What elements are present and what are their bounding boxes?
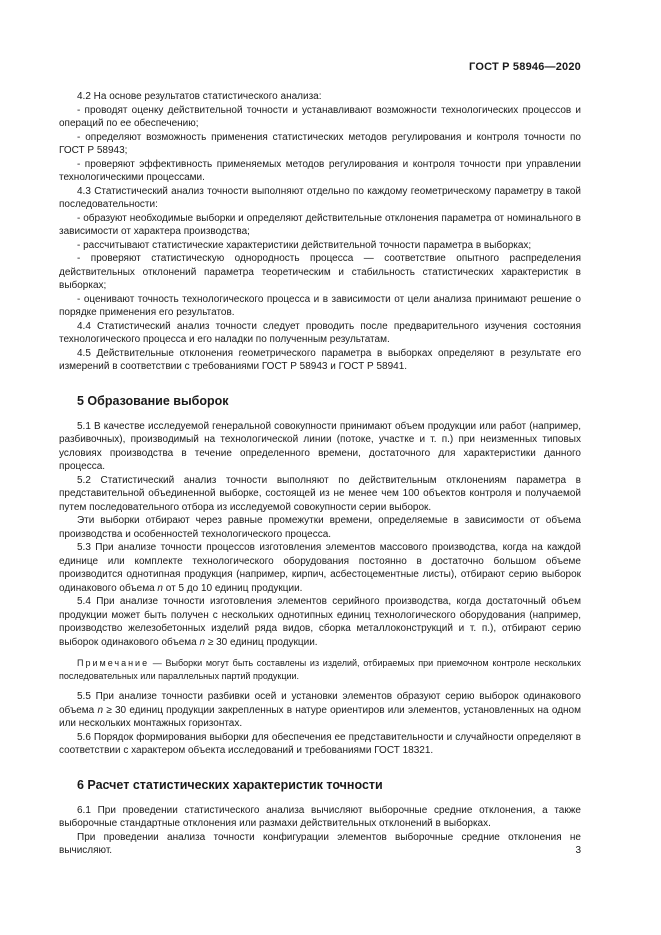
list-item: - рассчитывают статистические характеристики действительной точности параметра в выборках; xyxy=(77,239,532,251)
paragraph-5-4: 5.4 При анализе точности изготовления элементов серийного производства, когда достаточный объем продукции может быть получен с нескольких однотипных единиц технологического оборудования (например, производство железобетонных изделий ряда видов, сборка металлоконструкций и т. п.), отбирают серию выборок одинакового объема n ≥ 30 единиц продукции. xyxy=(59,596,581,648)
paragraph-5-6: 5.6 Порядок формирования выборки для обеспечения ее представительности и случайности определяют в соответствии с характером объекта исследований и требованиями ГОСТ 18321. xyxy=(59,731,581,756)
list-item: - определяют возможность применения статистических методов регулирования и контроля точности по ГОСТ Р 58943; xyxy=(59,131,581,156)
paragraph-5-2: 5.2 Статистический анализ точности выполняют по действительным отклонениям параметра в представительной объединенной выборке, состоящей из не менее чем 100 объектов контроля и получаемой путем последовательного отбора из исследуемой совокупности серии выборок. xyxy=(59,474,581,513)
paragraph-6-1: 6.1 При проведении статистического анализа вычисляют выборочные средние отклонения, а также выборочные стандартные отклонения или размахи действительных отклонений в выборках. xyxy=(59,804,581,829)
page-number: 3 xyxy=(575,845,581,856)
page-content xyxy=(59,90,581,858)
list-item: - образуют необходимые выборки и определяют действительные отклонения параметра от номинального в зависимости от характера производства; xyxy=(59,212,581,237)
list-item: - проверяют эффективность применяемых методов регулирования и контроля точности при управлении технологическими процессами. xyxy=(59,158,581,183)
list-item: - проводят оценку действительной точности и устанавливают возможности технологических процессов и операций по ее обеспечению; xyxy=(59,104,581,129)
standard-designation: ГОСТ Р 58946—2020 xyxy=(469,61,581,73)
note-label: Примечание xyxy=(77,658,150,668)
paragraph-5-2-cont: Эти выборки отбирают через равные промежутки времени, определяемые в зависимости от объема производства и особенностей технологического процесса. xyxy=(59,515,581,540)
note-text: — Выборки могут быть составлены из изделий, отбираемых при приемочном контроле нескольких последовательных или параллельных партий продукции. xyxy=(59,658,581,681)
paragraph-4-2: 4.2 На основе результатов статистического анализа: xyxy=(77,91,322,102)
paragraph-5-3: 5.3 При анализе точности процессов изготовления элементов массового производства, когда на каждой единице или комплекте технологического оборудования постоянно в достаточно большом объеме производится однотипная продукция (например, кирпич, асбестоцементные листы), отбирают серию выборок одинакового объема n от 5 до 10 единиц продукции. xyxy=(59,542,581,594)
list-item: - проверяют статистическую однородность процесса — соответствие опытного распределения действительных отклонений параметра теоретическим и стабильность статистических характеристик в выборках; xyxy=(59,253,581,291)
paragraph-5-5: 5.5 При анализе точности разбивки осей и установки элементов образуют серию выборок одинакового объема n ≥ 30 единиц продукции закрепленных в натуре ориентиров или элементов, установленных на одном или нескольких монтажных горизонтах. xyxy=(59,691,581,729)
section-5-heading: 5 Образование выборок xyxy=(77,393,229,408)
section-6-heading: 6 Расчет статистических характеристик точности xyxy=(77,777,383,792)
paragraph-5-1: 5.1 В качестве исследуемой генеральной совокупности принимают объем продукции или работ (например, разбивочных), производимый на технологической линии (потоке, участке и т. п.) при неизменных типовых условиях производства в течение определенного времени, достаточного для характеристики данного процесса. xyxy=(59,420,581,472)
paragraph-4-5: 4.5 Действительные отклонения геометрического параметра в выборках определяют в результате его измерений в соответствии с требованиями ГОСТ Р 58943 и ГОСТ Р 58941. xyxy=(59,347,581,372)
paragraph-4-3: 4.3 Статистический анализ точности выполняют отдельно по каждому геометрическому параметру в такой последовательности: xyxy=(59,185,581,210)
list-item: - оценивают точность технологического процесса и в зависимости от цели анализа принимают решение о порядке применения его результатов. xyxy=(59,293,581,318)
note xyxy=(59,657,581,682)
paragraph-4-4: 4.4 Статистический анализ точности следует проводить после предварительного изучения состояния технологического процесса и его наладки по полученным результатам. xyxy=(59,320,581,345)
paragraph-6-1-cont: При проведении анализа точности конфигурации элементов выборочные средние отклонения не вычисляют. xyxy=(59,831,581,856)
